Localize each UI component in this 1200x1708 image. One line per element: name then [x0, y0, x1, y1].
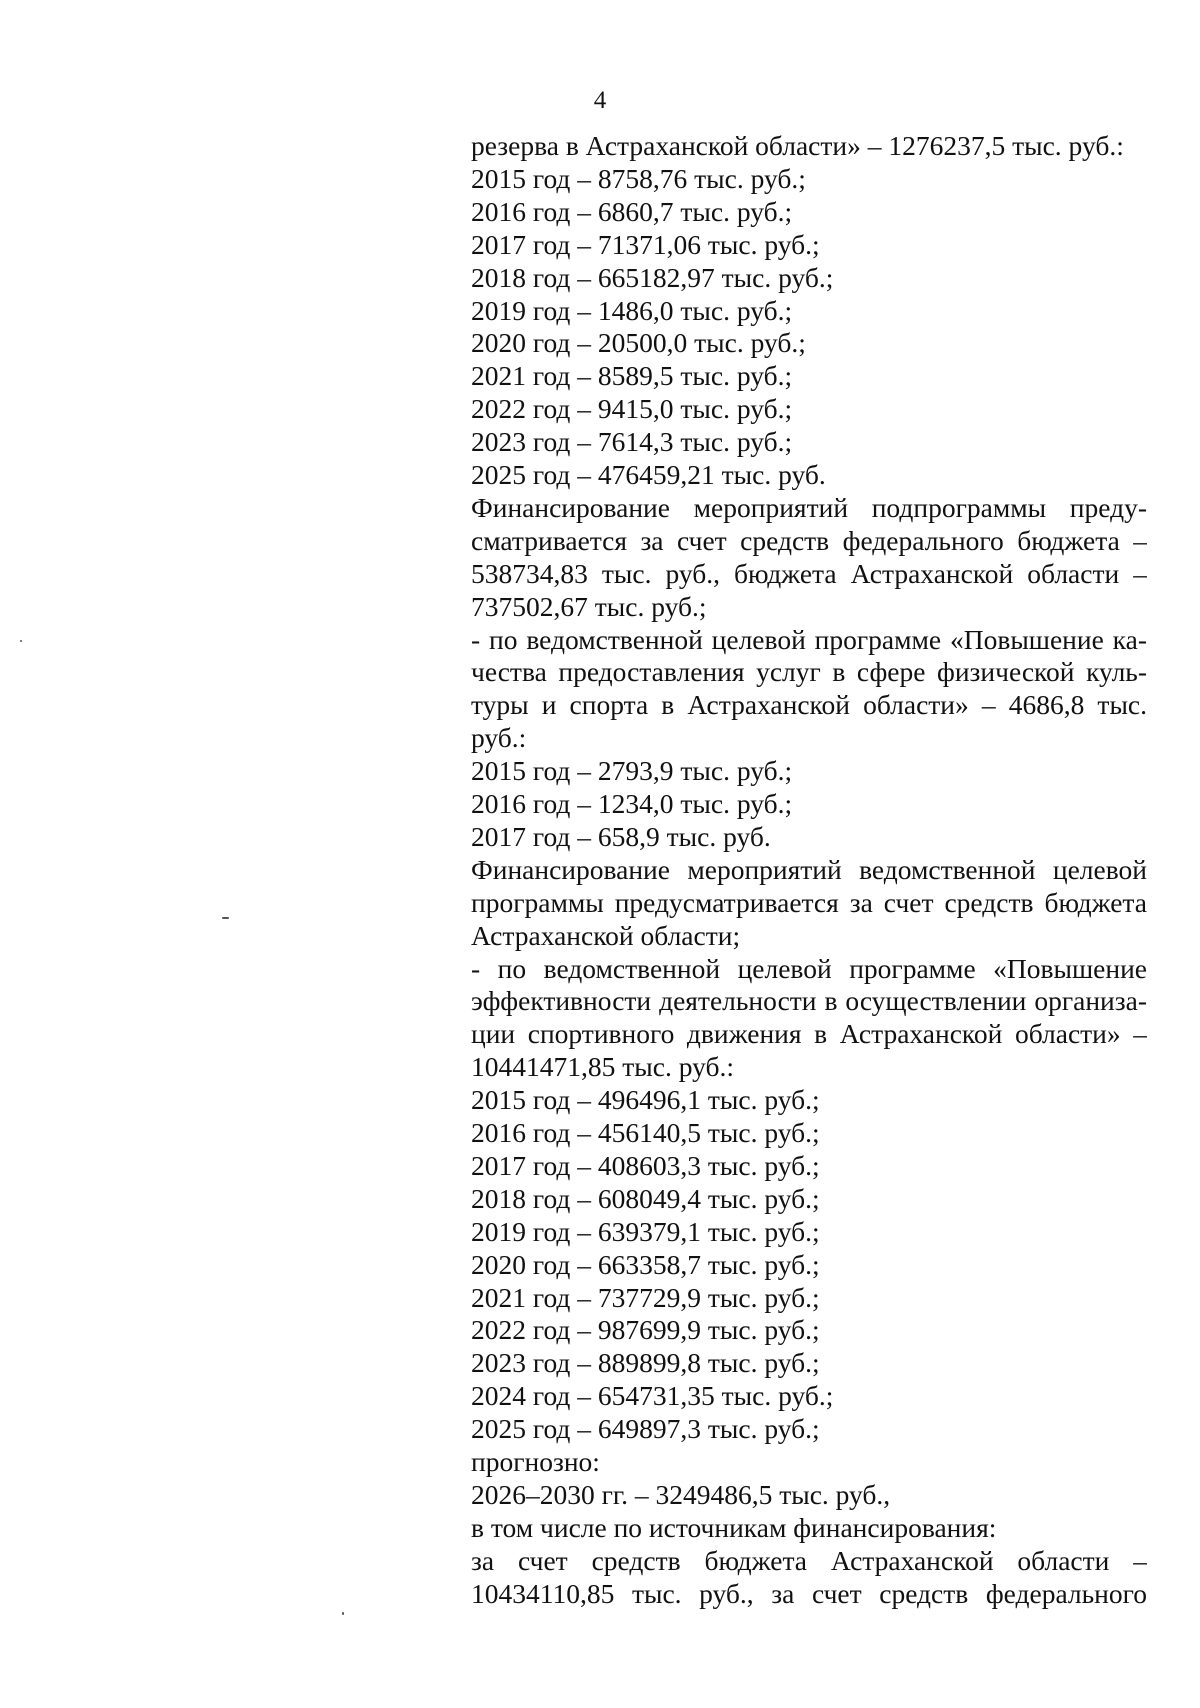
- text-line: 2016 год – 6860,7 тыс. руб.;: [471, 195, 793, 227]
- text-line: 2021 год – 737729,9 тыс. руб.;: [471, 1281, 820, 1313]
- text-line: 2018 год – 665182,97 тыс. руб.;: [471, 261, 834, 293]
- text-line: 2023 год – 7614,3 тыс. руб.;: [471, 426, 793, 458]
- text-line: 2017 год – 658,9 тыс. руб.: [471, 820, 771, 852]
- scan-speck: [222, 917, 229, 919]
- text-line: 2017 год – 408603,3 тыс. руб.;: [471, 1149, 820, 1181]
- scan-speck: [20, 640, 22, 642]
- text-line: 2019 год – 639379,1 тыс. руб.;: [471, 1215, 820, 1247]
- text-line: 2016 год – 456140,5 тыс. руб.;: [471, 1117, 820, 1149]
- text-line: прогнозно:: [471, 1446, 600, 1478]
- text-line: 2020 год – 20500,0 тыс. руб.;: [471, 327, 806, 359]
- text-line: в том числе по источникам финансирования:: [471, 1511, 997, 1543]
- text-line: Финансирование мероприятий подпрограммы преду-: [471, 491, 1147, 523]
- text-line: туры и спорта в Астраханской области» – 4686,8 тыс.: [471, 689, 1147, 721]
- text-line: - по ведомственной целевой программе «Повышение ка-: [471, 623, 1147, 655]
- text-line: 2015 год – 496496,1 тыс. руб.;: [471, 1084, 820, 1116]
- text-line: 2025 год – 476459,21 тыс. руб.: [471, 459, 826, 491]
- text-line: руб.:: [471, 722, 527, 754]
- text-line: 10434110,85 тыс. руб., за счет средств федерального: [471, 1577, 1147, 1609]
- text-line: ции спортивного движения в Астраханской области» –: [471, 1018, 1147, 1050]
- text-line: 2020 год – 663358,7 тыс. руб.;: [471, 1248, 820, 1280]
- text-line: 2016 год – 1234,0 тыс. руб.;: [471, 788, 793, 820]
- text-line: - по ведомственной целевой программе «Повышение: [471, 952, 1147, 984]
- text-line: 2015 год – 2793,9 тыс. руб.;: [471, 755, 793, 787]
- text-line: 538734,83 тыс. руб., бюджета Астраханской области –: [471, 557, 1147, 589]
- text-line: 2023 год – 889899,8 тыс. руб.;: [471, 1347, 820, 1379]
- text-line: программы предусматривается за счет средств бюджета: [471, 886, 1147, 918]
- text-line: 2022 год – 987699,9 тыс. руб.;: [471, 1314, 820, 1346]
- text-line: 2019 год – 1486,0 тыс. руб.;: [471, 294, 793, 326]
- text-line: 737502,67 тыс. руб.;: [471, 590, 707, 622]
- text-line: эффективности деятельности в осуществлении организа-: [471, 985, 1147, 1017]
- document-body: [471, 130, 1147, 1611]
- text-line: 2022 год – 9415,0 тыс. руб.;: [471, 393, 793, 425]
- text-line: 2021 год – 8589,5 тыс. руб.;: [471, 360, 793, 392]
- text-line: 2025 год – 649897,3 тыс. руб.;: [471, 1413, 820, 1445]
- text-line: резерва в Астраханской области» – 1276237,5 тыс. руб.:: [471, 130, 1124, 161]
- page-number: 4: [593, 87, 607, 114]
- text-line: сматривается за счет средств федерального бюджета –: [471, 524, 1147, 556]
- text-line: 2026–2030 гг. – 3249486,5 тыс. руб.,: [471, 1478, 891, 1510]
- text-line: чества предоставления услуг в сфере физической куль-: [471, 656, 1147, 688]
- text-line: 2018 год – 608049,4 тыс. руб.;: [471, 1182, 820, 1214]
- text-line: 10441471,85 тыс. руб.:: [471, 1051, 734, 1083]
- scan-speck: [342, 1612, 344, 1615]
- text-line: 2017 год – 71371,06 тыс. руб.;: [471, 228, 820, 260]
- text-line: 2024 год – 654731,35 тыс. руб.;: [471, 1380, 834, 1412]
- text-line: Астраханской области;: [471, 919, 741, 951]
- text-line: за счет средств бюджета Астраханской области –: [471, 1544, 1147, 1576]
- text-line: 2015 год – 8758,76 тыс. руб.;: [471, 162, 806, 194]
- text-line: Финансирование мероприятий ведомственной целевой: [471, 853, 1147, 885]
